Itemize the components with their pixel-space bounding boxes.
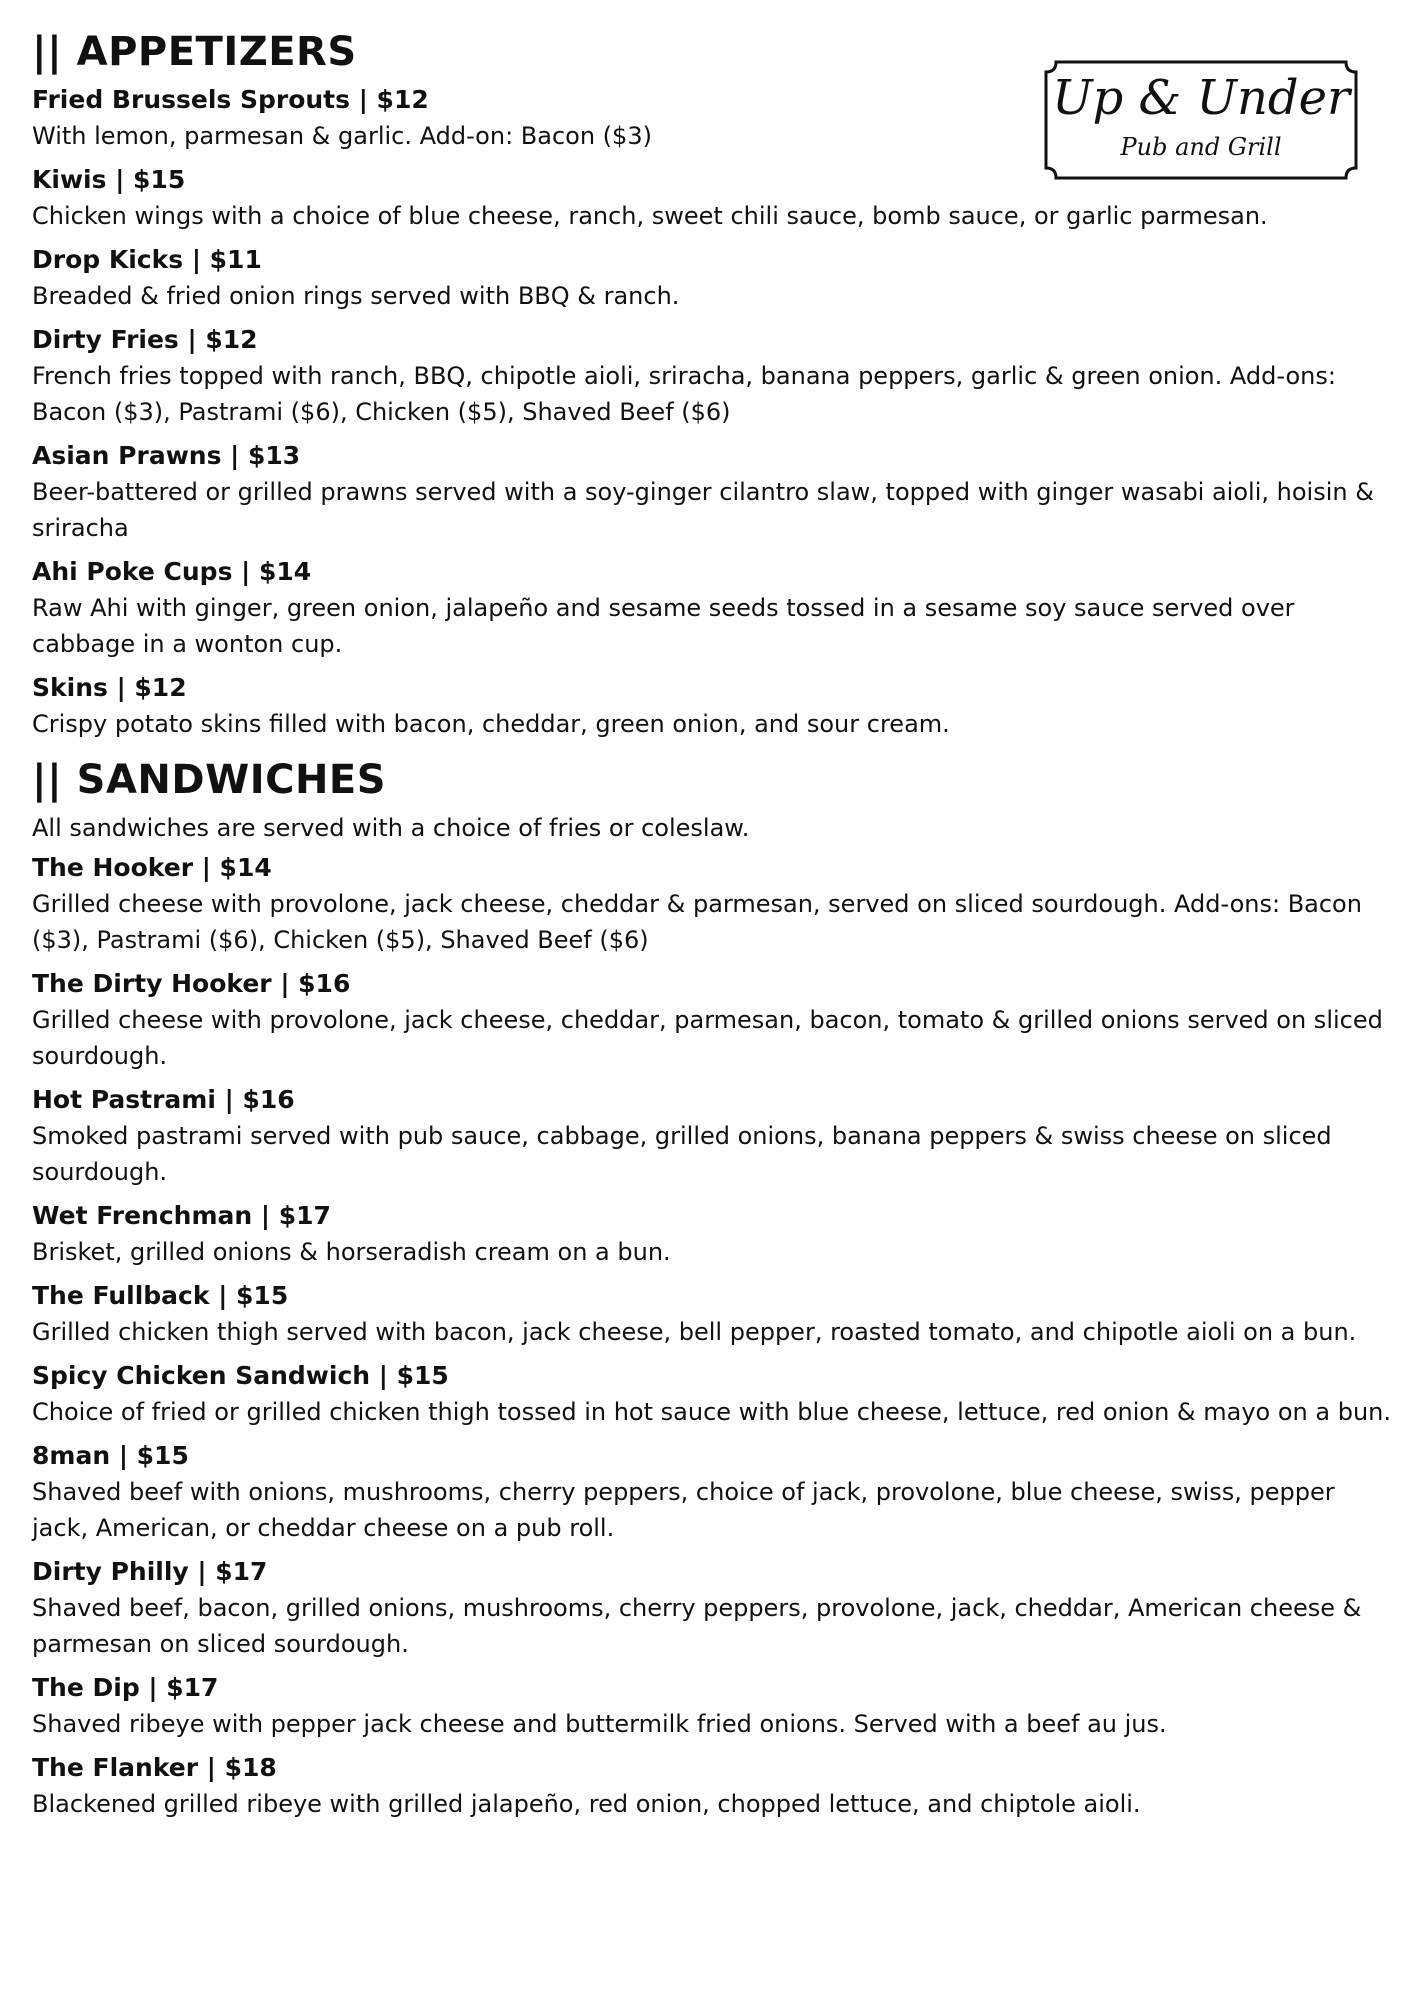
item-name: The Dip | $17 [32, 1673, 219, 1702]
menu-item [32, 1670, 1392, 1742]
item-description: Grilled chicken thigh served with bacon, jack cheese, bell pepper, roasted tomato, and chipotle aioli on a bun. [32, 1318, 1357, 1346]
item-name: Kiwis | $15 [32, 165, 186, 194]
menu-item [32, 1278, 1392, 1350]
appetizers-section [32, 28, 1392, 742]
item-description: Grilled cheese with provolone, jack cheese, cheddar & parmesan, served on sliced sourdough. Add-ons: Bacon ($3), Pastrami ($6), Chicken ($5), Shaved Beef ($6) [32, 890, 1362, 954]
item-description: Smoked pastrami served with pub sauce, cabbage, grilled onions, banana peppers & swiss cheese on sliced sourdough. [32, 1122, 1332, 1186]
item-description: Shaved beef, bacon, grilled onions, mushrooms, cherry peppers, provolone, jack, cheddar, American cheese & parmesan on sliced sourdough. [32, 1594, 1362, 1658]
item-description: Chicken wings with a choice of blue cheese, ranch, sweet chili sauce, bomb sauce, or garlic parmesan. [32, 202, 1268, 230]
item-description: Raw Ahi with ginger, green onion, jalapeño and sesame seeds tossed in a sesame soy sauce served over cabbage in a wonton cup. [32, 594, 1295, 658]
item-name: Drop Kicks | $11 [32, 245, 262, 274]
item-name: The Dirty Hooker | $16 [32, 969, 351, 998]
item-description: Brisket, grilled onions & horseradish cream on a bun. [32, 1238, 671, 1266]
menu-item [32, 438, 1392, 546]
menu-item [32, 242, 1392, 314]
menu-item [32, 1358, 1392, 1430]
item-name: The Fullback | $15 [32, 1281, 289, 1310]
item-name: Wet Frenchman | $17 [32, 1201, 331, 1230]
item-description: Shaved beef with onions, mushrooms, cherry peppers, choice of jack, provolone, blue cheese, swiss, pepper jack, American, or cheddar cheese on a pub roll. [32, 1478, 1335, 1542]
item-name: Asian Prawns | $13 [32, 441, 301, 470]
item-name: Dirty Philly | $17 [32, 1557, 268, 1586]
menu-item [32, 554, 1392, 662]
item-description: Grilled cheese with provolone, jack cheese, cheddar, parmesan, bacon, tomato & grilled onions served on sliced sourdough. [32, 1006, 1383, 1070]
item-description: Shaved ribeye with pepper jack cheese and buttermilk fried onions. Served with a beef au jus. [32, 1710, 1167, 1738]
menu-item [32, 1438, 1392, 1546]
menu-item [32, 322, 1392, 430]
item-name: 8man | $15 [32, 1441, 189, 1470]
menu-item [32, 1554, 1392, 1662]
item-name: Fried Brussels Sprouts | $12 [32, 85, 429, 114]
item-name: The Flanker | $18 [32, 1753, 277, 1782]
section-title-sandwiches: || SANDWICHES [32, 757, 387, 803]
item-description: Breaded & fried onion rings served with BBQ & ranch. [32, 282, 680, 310]
menu-page [32, 28, 1392, 1830]
sandwiches-section [32, 756, 1392, 1822]
menu-item [32, 82, 1392, 154]
logo-subtitle: Pub and Grill [1120, 133, 1282, 161]
item-description: Choice of fried or grilled chicken thigh tossed in hot sauce with blue cheese, lettuce, red onion & mayo on a bun. [32, 1398, 1392, 1426]
item-description: Beer-battered or grilled prawns served with a soy-ginger cilantro slaw, topped with ginger wasabi aioli, hoisin & sriracha [32, 478, 1374, 542]
item-description: With lemon, parmesan & garlic. Add-on: Bacon ($3) [32, 122, 652, 150]
item-description: Crispy potato skins filled with bacon, cheddar, green onion, and sour cream. [32, 710, 950, 738]
menu-item [32, 1082, 1392, 1190]
menu-item [32, 850, 1392, 958]
section-note: All sandwiches are served with a choice of fries or coleslaw. [32, 814, 750, 842]
section-title-appetizers: || APPETIZERS [32, 29, 357, 75]
item-description: French fries topped with ranch, BBQ, chipotle aioli, sriracha, banana peppers, garlic & green onion. Add-ons: Bacon ($3), Pastrami ($6), Chicken ($5), Shaved Beef ($6) [32, 362, 1336, 426]
item-description: Blackened grilled ribeye with grilled jalapeño, red onion, chopped lettuce, and chiptole aioli. [32, 1790, 1141, 1818]
menu-item [32, 162, 1392, 234]
logo-title: Up & Under [1052, 70, 1350, 126]
item-name: Skins | $12 [32, 673, 187, 702]
menu-item [32, 1750, 1392, 1822]
item-name: Ahi Poke Cups | $14 [32, 557, 312, 586]
menu-item [32, 670, 1392, 742]
menu-item [32, 966, 1392, 1074]
menu-item [32, 1198, 1392, 1270]
item-name: The Hooker | $14 [32, 853, 272, 882]
item-name: Spicy Chicken Sandwich | $15 [32, 1361, 449, 1390]
item-name: Dirty Fries | $12 [32, 325, 258, 354]
item-name: Hot Pastrami | $16 [32, 1085, 295, 1114]
